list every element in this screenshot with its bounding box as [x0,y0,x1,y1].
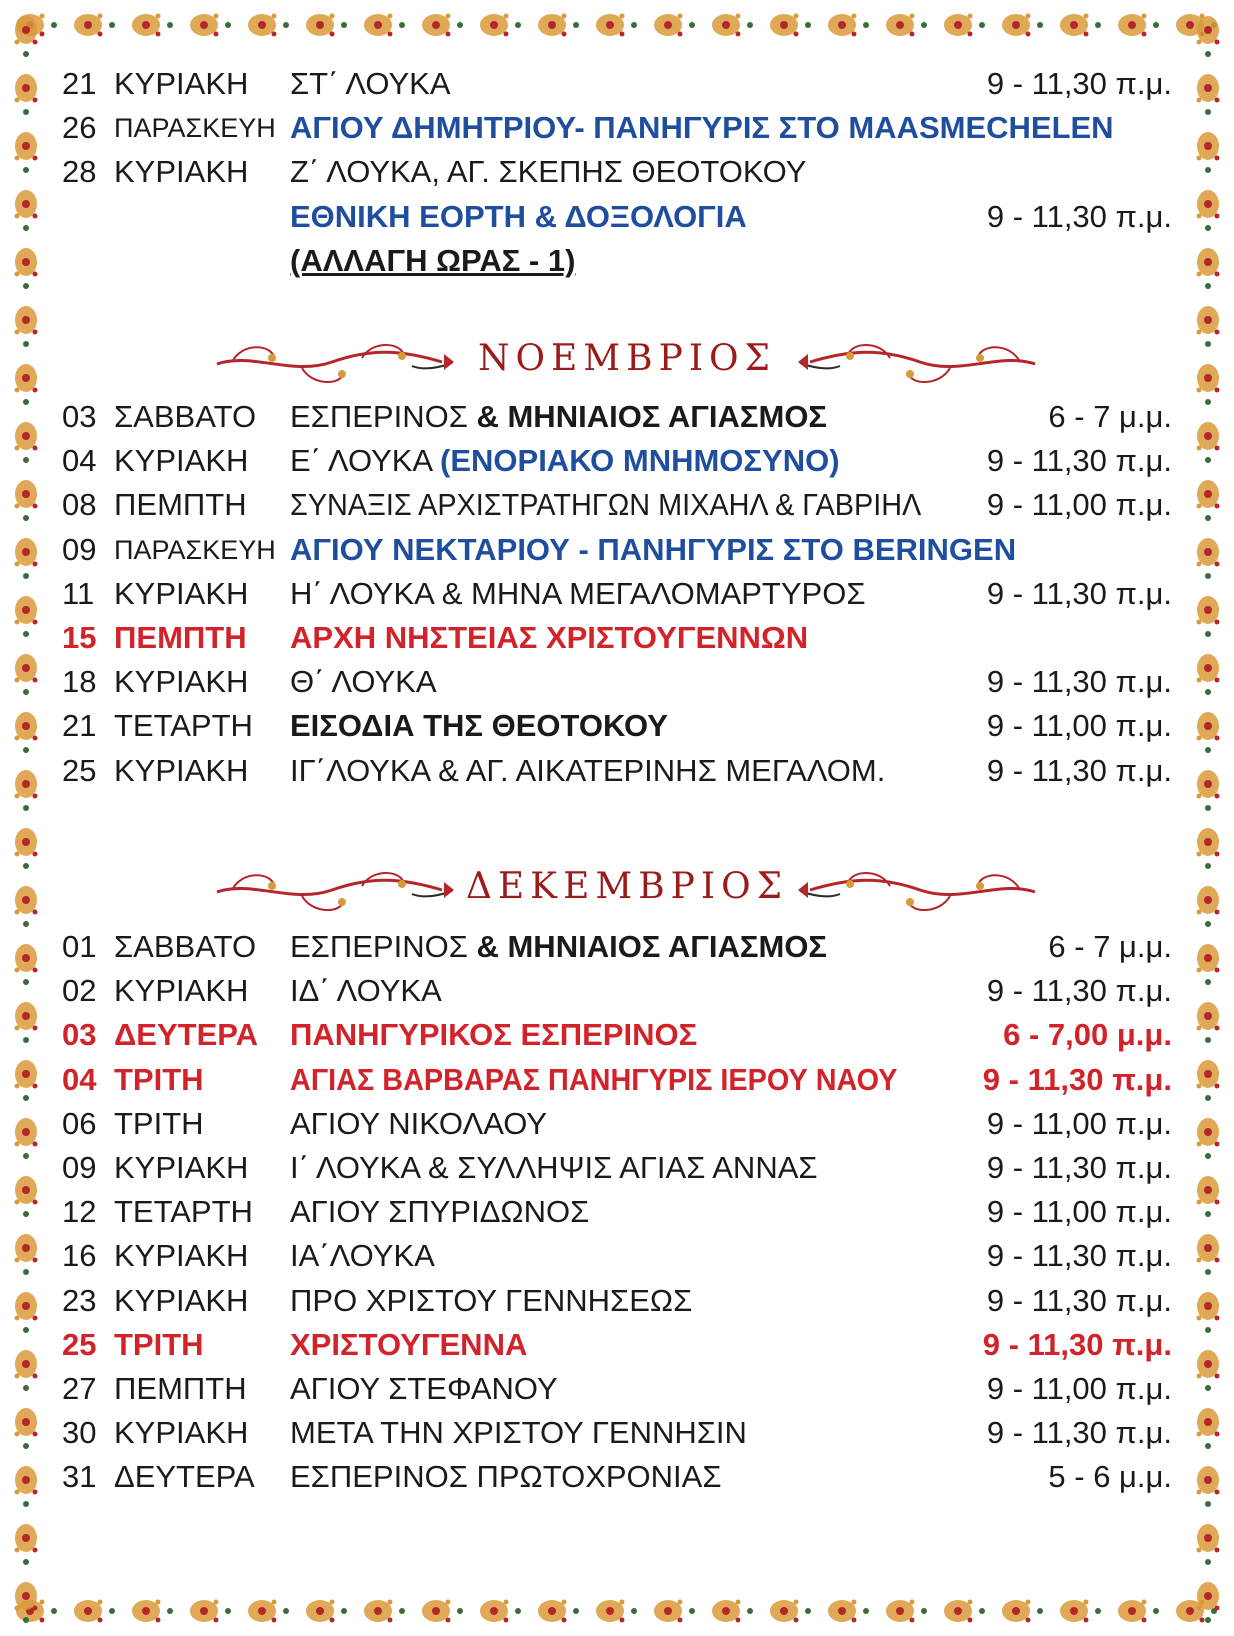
day-number: 12 [62,1194,97,1230]
weekday: ΚΥΡΙΑΚΗ [114,1282,249,1318]
description-segment: ΕΘΝΙΚΗ ΕΟΡΤΗ & ΔΟΞΟΛΟΓΙΑ [290,198,747,234]
service-description [290,572,866,616]
weekday: ΚΥΡΙΑΚΗ [114,443,249,479]
service-description [290,1190,589,1234]
scroll-ornament-right [790,860,1040,920]
border-pattern-top [0,0,1234,50]
description-segment: Ι΄ ΛΟΥΚΑ & ΣΥΛΛΗΨΙΣ ΑΓΙΑΣ ΑΝΝΑΣ [290,1150,818,1185]
month-header-december [212,860,1042,930]
scroll-ornament-right [790,332,1040,392]
description-segment: ΑΓΙΟΥ ΝΙΚΟΛΑΟΥ [290,1105,548,1141]
day-number: 21 [62,708,97,744]
weekday: ΤΕΤΑΡΤΗ [114,1194,253,1230]
weekday: ΚΥΡΙΑΚΗ [114,1150,249,1185]
schedule-row [62,239,1172,283]
service-description [290,239,575,283]
service-description [290,528,1016,572]
schedule-row [62,483,1172,527]
month-header-november [212,332,1042,402]
service-description [290,1411,747,1455]
weekday: ΚΥΡΙΑΚΗ [114,1415,249,1451]
schedule-row [62,1411,1172,1455]
service-time: 9 - 11,00 π.μ. [986,1194,1172,1230]
schedule-row [62,528,1172,572]
month-title-december: ΔΕΚΕΜΒΡΙΟΣ [465,866,789,907]
day-number: 01 [62,929,97,964]
description-segment: ΕΣΠΕΡΙΝΟΣ [290,929,477,964]
service-time: 9 - 11,30 π.μ. [986,1238,1172,1274]
ornamental-border-top [0,0,1234,50]
weekday: ΣΑΒΒΑΤΟ [114,399,257,434]
service-time: 9 - 11,30 π.μ. [986,66,1172,101]
ornamental-border-right [1182,0,1234,1636]
service-time: 6 - 7 μ.μ. [1048,399,1172,434]
description-segment: & ΜΗΝΙΑΙΟΣ ΑΓΙΑΣΜΟΣ [476,399,828,434]
weekday: ΚΥΡΙΑΚΗ [114,664,249,700]
service-description [290,106,1114,150]
service-time: 9 - 11,00 π.μ. [986,1371,1172,1406]
service-description [290,483,969,527]
service-description [290,660,437,704]
ornamental-border-left [0,0,52,1636]
service-description [290,969,442,1013]
description-segment: ΣΤ΄ ΛΟΥΚΑ [290,66,451,101]
service-time: 5 - 6 μ.μ. [1048,1459,1172,1495]
description-segment: Η΄ ΛΟΥΚΑ & ΜΗΝΑ ΜΕΓΑΛΟΜΑΡΤΥΡΟΣ [290,575,866,611]
description-segment: ΕΙΣΟΔΙΑ ΤΗΣ ΘΕΟΤΟΚΟΥ [290,708,668,744]
description-segment: ΧΡΙΣΤΟΥΓΕΝΝΑ [290,1326,528,1362]
schedule-row [62,616,1172,660]
day-number: 06 [62,1105,97,1141]
scroll-ornament-left [212,860,462,920]
schedule-row [62,1279,1172,1323]
day-number: 04 [62,443,97,479]
description-segment: ΙΔ΄ ΛΟΥΚΑ [290,973,442,1009]
weekday: ΔΕΥΤΕΡΑ [114,1459,255,1495]
service-time: 9 - 11,00 π.μ. [986,487,1172,523]
service-time: 9 - 11,30 π.μ. [986,198,1172,234]
schedule-row [62,749,1172,793]
schedule-row [62,439,1172,483]
schedule-row [62,1146,1172,1190]
description-segment: ΕΣΠΕΡΙΝΟΣ ΠΡΩΤΟΧΡΟΝΙΑΣ [290,1459,722,1495]
service-time: 9 - 11,30 π.μ. [986,443,1172,479]
service-description [290,195,747,239]
description-segment: (ΕΝΟΡΙΑΚΟ ΜΝΗΜΟΣΥΝΟ) [440,443,840,479]
schedule-row [62,1190,1172,1234]
service-time: 9 - 11,30 π.μ. [986,1415,1172,1451]
schedule-row [62,195,1172,239]
service-description [290,395,827,439]
month-title-november: ΝΟΕΜΒΡΙΟΣ [477,338,777,379]
weekday: ΤΡΙΤΗ [114,1061,204,1097]
service-description [290,62,451,106]
day-number: 21 [62,66,97,101]
service-description [290,1146,818,1190]
scroll-ornament-left [212,332,462,392]
day-number: 30 [62,1415,97,1451]
service-description [290,1102,547,1146]
border-pattern-right [1182,0,1234,1636]
description-segment: ΑΓΙΟΥ ΣΠΥΡΙΔΩΝΟΣ [290,1194,590,1230]
day-number: 26 [62,110,97,146]
service-time: 9 - 11,30 π.μ. [986,575,1172,611]
service-description [290,1367,558,1411]
weekday: ΠΑΡΑΣΚΕΥΗ [114,534,276,565]
description-segment: ΑΓΙΟΥ ΔΗΜΗΤΡΙΟΥ- ΠΑΝΗΓΥΡΙΣ ΣΤΟ MAASMECHELEN [290,110,1114,146]
weekday: ΠΕΜΠΤΗ [114,487,247,523]
schedule-row [62,1102,1172,1146]
schedule-row [62,704,1172,748]
day-number: 31 [62,1459,97,1495]
description-segment: ΕΣΠΕΡΙΝΟΣ [290,399,477,434]
day-number: 03 [62,399,97,434]
day-number: 09 [62,1150,97,1185]
service-description [290,749,885,793]
day-number: 09 [62,531,97,567]
description-segment: ΑΓΙΟΥ ΝΕΚΤΑΡΙΟΥ - ΠΑΝΗΓΥΡΙΣ ΣΤΟ BERINGEN [290,531,1017,567]
service-description [290,1323,527,1367]
schedule-row [62,150,1172,194]
border-pattern-left [0,0,52,1636]
weekday: ΣΑΒΒΑΤΟ [114,929,257,964]
weekday: ΚΥΡΙΑΚΗ [114,1238,249,1274]
schedule-row [62,925,1172,969]
description-segment: ΠΡΟ ΧΡΙΣΤΟΥ ΓΕΝΝΗΣΕΩΣ [290,1282,693,1318]
service-description [290,925,827,969]
day-number: 23 [62,1282,97,1318]
service-time: 9 - 11,30 π.μ. [982,1326,1172,1362]
day-number: 28 [62,154,97,190]
day-number: 16 [62,1238,97,1274]
service-time: 9 - 11,00 π.μ. [986,708,1172,744]
schedule-row [62,1323,1172,1367]
service-time: 9 - 11,30 π.μ. [986,973,1172,1009]
weekday: ΚΥΡΙΑΚΗ [114,752,249,788]
day-number: 25 [62,1326,97,1362]
ornamental-border-bottom [0,1586,1234,1636]
description-segment: (ΑΛΛΑΓΗ ΩΡΑΣ - 1) [290,242,576,278]
description-segment: ΑΓΙΟΥ ΣΤΕΦΑΝΟΥ [290,1371,558,1406]
service-description [290,1279,692,1323]
schedule-row [62,1455,1172,1499]
weekday: ΤΕΤΑΡΤΗ [114,708,253,744]
description-segment: ΠΑΝΗΓΥΡΙΚΟΣ ΕΣΠΕΡΙΝΟΣ [290,1017,698,1053]
service-time: 9 - 11,30 π.μ. [986,664,1172,700]
border-pattern-bottom [0,1586,1234,1636]
weekday: ΚΥΡΙΑΚΗ [114,154,249,190]
day-number: 02 [62,973,97,1009]
description-segment: ΑΡΧΗ ΝΗΣΤΕΙΑΣ ΧΡΙΣΤΟΥΓΕΝΝΩΝ [290,620,809,655]
description-segment: Ζ΄ ΛΟΥΚΑ, ΑΓ. ΣΚΕΠΗΣ ΘΕΟΤΟΚΟΥ [290,154,807,190]
weekday: ΤΡΙΤΗ [114,1326,204,1362]
service-description [290,150,806,194]
service-description [290,1058,943,1102]
service-description [290,616,808,660]
service-description [290,439,840,483]
service-description [290,1455,722,1499]
day-number: 18 [62,664,97,700]
schedule-row [62,969,1172,1013]
schedule-row [62,660,1172,704]
schedule-row [62,1013,1172,1057]
weekday: ΠΕΜΠΤΗ [114,1371,247,1406]
day-number: 11 [62,575,95,611]
service-time: 9 - 11,30 π.μ. [986,752,1172,788]
service-time: 9 - 11,30 π.μ. [986,1150,1172,1185]
service-time: 9 - 11,30 π.μ. [982,1061,1172,1097]
description-segment: ΙΓ΄ΛΟΥΚΑ & ΑΓ. ΑΙΚΑΤΕΡΙΝΗΣ ΜΕΓΑΛΟΜ. [290,752,886,788]
weekday: ΠΕΜΠΤΗ [114,620,247,655]
day-number: 04 [62,1061,97,1097]
service-time: 9 - 11,00 π.μ. [986,1105,1172,1141]
schedule-row [62,106,1172,150]
day-number: 15 [62,620,97,655]
service-time: 6 - 7,00 μ.μ. [1003,1017,1172,1053]
description-segment: ΣΥΝΑΞΙΣ ΑΡΧΙΣΤΡΑΤΗΓΩΝ ΜΙΧΑΗΛ & ΓΑΒΡΙΗΛ [290,487,922,523]
service-description [290,704,668,748]
description-segment: Θ΄ ΛΟΥΚΑ [290,664,437,700]
description-segment: & ΜΗΝΙΑΙΟΣ ΑΓΙΑΣΜΟΣ [476,929,828,964]
service-time: 9 - 11,30 π.μ. [986,1282,1172,1318]
day-number: 25 [62,752,97,788]
schedule-row [62,1234,1172,1278]
day-number: 27 [62,1371,97,1406]
weekday: ΠΑΡΑΣΚΕΥΗ [114,113,276,144]
weekday: ΚΥΡΙΑΚΗ [114,973,249,1009]
description-segment: ΙΑ΄ΛΟΥΚΑ [290,1238,435,1274]
schedule-row [62,572,1172,616]
service-description [290,1013,697,1057]
service-time: 6 - 7 μ.μ. [1048,929,1172,964]
weekday: ΔΕΥΤΕΡΑ [114,1017,259,1053]
weekday: ΚΥΡΙΑΚΗ [114,575,249,611]
service-description [290,1234,435,1278]
schedule-row [62,62,1172,106]
day-number: 03 [62,1017,97,1053]
description-segment: ΜΕΤΑ ΤΗΝ ΧΡΙΣΤΟΥ ΓΕΝΝΗΣΙΝ [290,1415,747,1451]
schedule-row [62,395,1172,439]
weekday: ΚΥΡΙΑΚΗ [114,66,249,101]
weekday: ΤΡΙΤΗ [114,1105,204,1141]
description-segment: Ε΄ ΛΟΥΚΑ [290,443,441,479]
schedule-row [62,1367,1172,1411]
description-segment: ΑΓΙΑΣ ΒΑΡΒΑΡΑΣ ΠΑΝΗΓΥΡΙΣ ΙΕΡΟΥ ΝΑΟΥ [290,1061,898,1097]
day-number: 08 [62,487,97,523]
schedule-row [62,1058,1172,1102]
